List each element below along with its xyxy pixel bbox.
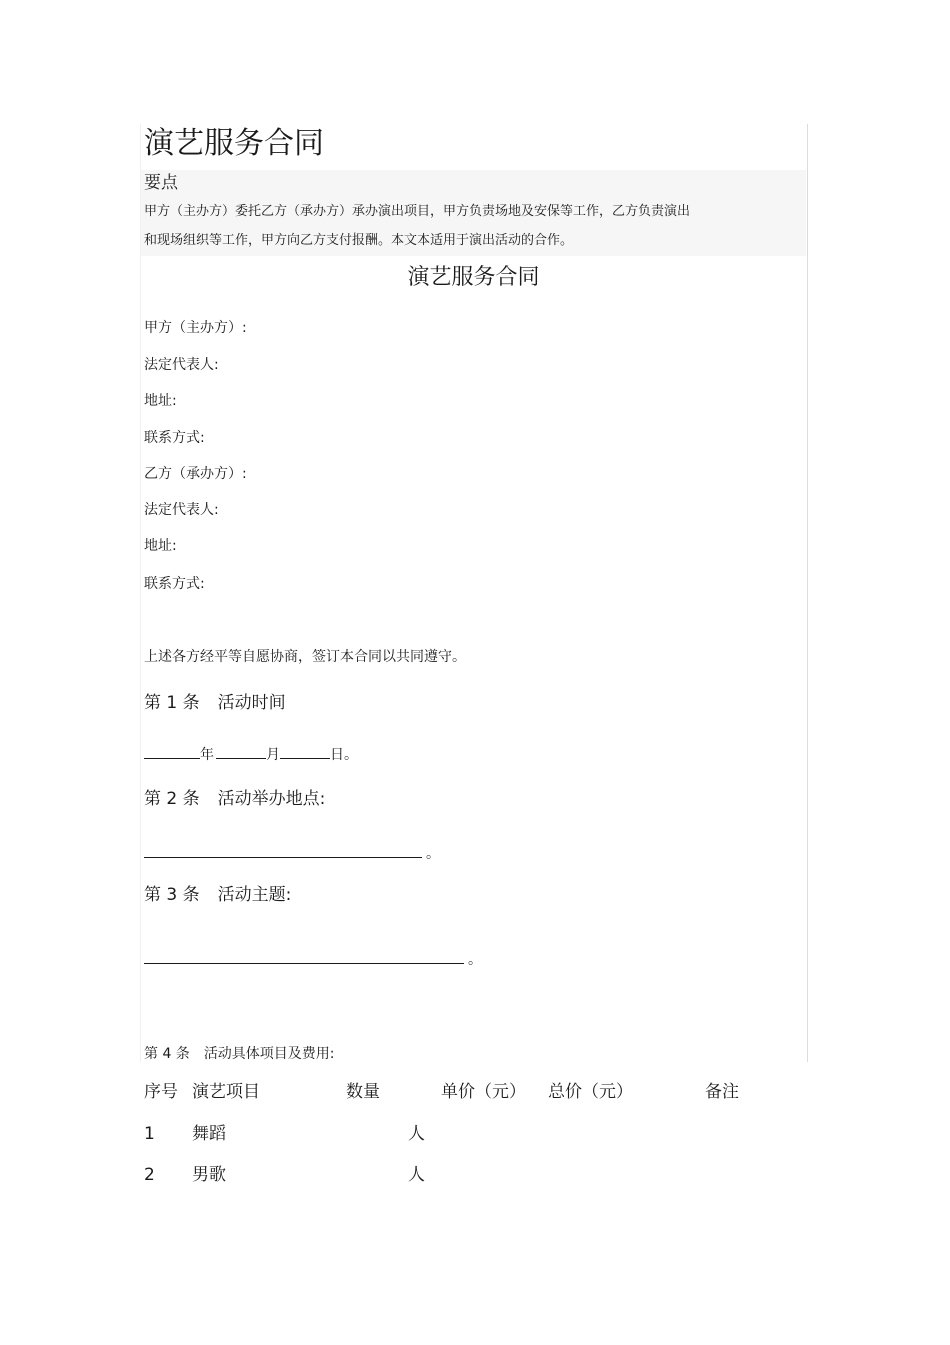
- venue-blank[interactable]: [144, 843, 422, 858]
- table-row-1-no: 1: [144, 1124, 155, 1144]
- day-label: 日。: [330, 747, 358, 763]
- party-a-contact: 联系方式:: [144, 430, 205, 446]
- theme-fill-line: [144, 949, 482, 970]
- article-1-heading: [144, 691, 286, 715]
- party-a-representative: 法定代表人:: [144, 357, 219, 373]
- document-title: 演艺服务合同: [144, 126, 324, 161]
- day-blank[interactable]: [280, 744, 330, 759]
- table-row-1-item: 舞蹈: [192, 1124, 226, 1144]
- party-a-address: 地址:: [144, 393, 177, 409]
- article-3-heading: [144, 883, 291, 907]
- table-row-2-no: 2: [144, 1165, 155, 1185]
- table-header-no: 序号: [144, 1082, 178, 1102]
- date-fill-line: [144, 744, 358, 765]
- summary-heading: 要点: [144, 173, 178, 193]
- month-blank[interactable]: [216, 744, 266, 759]
- contract-title: 演艺服务合同: [407, 265, 540, 290]
- table-header-item: 演艺项目: [192, 1082, 260, 1102]
- year-label: 年: [200, 747, 214, 763]
- party-b-address: 地址:: [144, 538, 177, 554]
- article-number: 第 3 条: [144, 885, 200, 905]
- month-label: 月: [266, 747, 280, 763]
- article-2-heading: [144, 787, 325, 811]
- article-title: 活动具体项目及费用:: [203, 1046, 335, 1062]
- summary-line: 甲方（主办方）委托乙方（承办方）承办演出项目，甲方负责场地及安保等工作，乙方负责演出: [144, 204, 691, 219]
- period: 。: [468, 952, 482, 968]
- table-header-quantity: 数量: [346, 1082, 380, 1102]
- table-row-2-unit: 人: [408, 1165, 425, 1185]
- year-blank[interactable]: [144, 744, 200, 759]
- article-4-heading: [144, 1044, 335, 1064]
- article-number: 第 1 条: [144, 693, 200, 713]
- article-title: 活动时间: [217, 693, 286, 713]
- party-a-label: 甲方（主办方）:: [144, 320, 247, 336]
- table-row-1-unit: 人: [408, 1124, 425, 1144]
- summary-line: 和现场组织等工作，甲方向乙方支付报酬。本文本适用于演出活动的合作。: [144, 233, 574, 248]
- party-b-label: 乙方（承办方）:: [144, 466, 247, 482]
- party-b-representative: 法定代表人:: [144, 502, 219, 518]
- article-title: 活动举办地点:: [217, 789, 326, 809]
- table-row-2-item: 男歌: [192, 1165, 226, 1185]
- table-header-total-price: 总价（元）: [548, 1082, 633, 1102]
- venue-fill-line: [144, 843, 440, 864]
- table-header-remarks: 备注: [705, 1082, 739, 1102]
- article-number: 第 4 条: [144, 1046, 190, 1062]
- article-number: 第 2 条: [144, 789, 200, 809]
- theme-blank[interactable]: [144, 949, 464, 964]
- article-title: 活动主题:: [217, 885, 292, 905]
- period: 。: [426, 846, 440, 862]
- party-b-contact: 联系方式:: [144, 576, 205, 592]
- preamble: 上述各方经平等自愿协商，签订本合同以共同遵守。: [144, 649, 466, 665]
- table-header-unit-price: 单价（元）: [441, 1082, 526, 1102]
